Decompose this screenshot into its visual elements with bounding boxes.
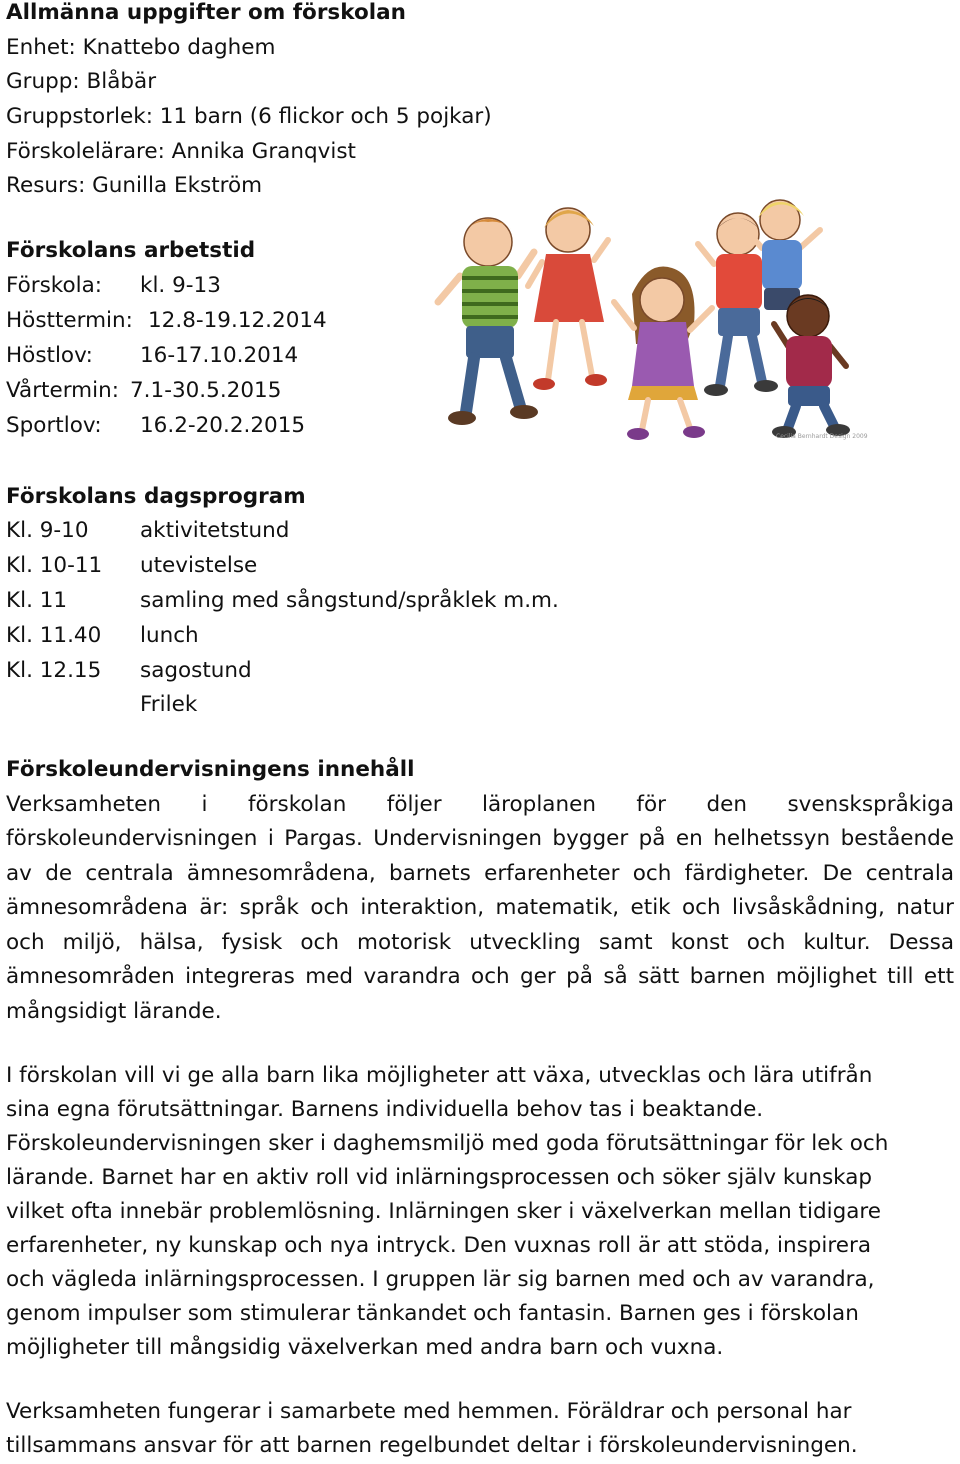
work-time-value: 16-17.10.2014 [140, 343, 299, 368]
illustration-credit: Cecilia Bernhardt Design 2009 [776, 433, 868, 440]
unit-line: Enhet: Knattebo daghem [6, 35, 276, 60]
child-figure [438, 218, 538, 425]
work-time-value: 7.1-30.5.2015 [130, 378, 282, 403]
day-program-heading: Förskolans dagsprogram [6, 484, 306, 509]
paragraph-line: genom impulser som stimulerar tänkandet och fantasin. Barnen ges i förskolan [6, 1301, 859, 1326]
work-time-row [6, 413, 306, 438]
schedule-activity: lunch [140, 623, 199, 648]
work-time-row [6, 308, 327, 333]
schedule-row [6, 518, 290, 543]
work-time-value: 12.8-19.12.2014 [148, 308, 327, 333]
schedule-row [6, 658, 252, 683]
schedule-activity: Frilek [140, 692, 198, 717]
schedule-row [6, 623, 199, 648]
schedule-time: Kl. 11.40 [6, 623, 102, 648]
children-jumping-illustration [436, 190, 868, 442]
schedule-row [6, 588, 559, 613]
schedule-activity: sagostund [140, 658, 252, 683]
paragraph-line: och miljö, hälsa, fysisk och motorisk utveckling samt konst och kultur. Dessa [6, 930, 954, 955]
paragraph-line: möjligheter till mångsidig växelverkan med andra barn och vuxna. [6, 1335, 724, 1360]
paragraph-line: I förskolan vill vi ge alla barn lika möjligheter att växa, utvecklas och lära utifrån [6, 1063, 873, 1088]
paragraph-line: lärande. Barnet har en aktiv roll vid inlärningsprocessen och söker själv kunskap [6, 1165, 873, 1190]
work-time-label: Förskola: [6, 273, 103, 298]
work-time-label: Höstlov: [6, 343, 93, 368]
paragraph-line: vilket ofta innebär problemlösning. Inlärningen sker i växelverkan mellan tidigare [6, 1199, 882, 1224]
work-time-heading: Förskolans arbetstid [6, 238, 256, 263]
work-time-value: kl. 9-13 [140, 273, 221, 298]
schedule-activity: aktivitetstund [140, 518, 290, 543]
work-time-label: Sportlov: [6, 413, 102, 438]
page-title: Allmänna uppgifter om förskolan [6, 0, 406, 25]
schedule-row [6, 553, 258, 578]
teacher-line: Förskolelärare: Annika Granqvist [6, 139, 356, 164]
work-time-label: Vårtermin: [6, 378, 119, 403]
schedule-time: Kl. 11 [6, 588, 68, 613]
child-figure [614, 266, 712, 440]
paragraph-line: Förskoleundervisningen sker i daghemsmiljö med goda förutsättningar för lek och [6, 1131, 889, 1156]
schedule-activity: utevistelse [140, 553, 258, 578]
child-figure [528, 208, 608, 390]
schedule-activity: samling med sångstund/språklek m.m. [140, 588, 559, 613]
group-line: Grupp: Blåbär [6, 69, 157, 94]
paragraph-line: av de centrala ämnesområdena, barnets erfarenheter och färdigheter. De centrala [6, 861, 954, 886]
work-time-label: Hösttermin: [6, 308, 133, 333]
content-heading: Förskoleundervisningens innehåll [6, 757, 415, 782]
paragraph-line: mångsidigt lärande. [6, 999, 222, 1024]
paragraph-line: sina egna förutsättningar. Barnens individuella behov tas i beaktande. [6, 1097, 764, 1122]
paragraph-line: Verksamheten fungerar i samarbete med hemmen. Föräldrar och personal har [6, 1399, 852, 1424]
group-size-line: Gruppstorlek: 11 barn (6 flickor och 5 pojkar) [6, 104, 492, 129]
work-time-row [6, 343, 299, 368]
work-time-row [6, 378, 282, 403]
child-figure [772, 295, 850, 438]
paragraph-line: erfarenheter, ny kunskap och nya intryck. Den vuxnas roll är att stöda, inspirera [6, 1233, 872, 1258]
paragraph-line: förskoleundervisningen i Pargas. Undervisningen bygger på en helhetssyn bestående [6, 826, 954, 851]
work-time-value: 16.2-20.2.2015 [140, 413, 306, 438]
schedule-time: Kl. 12.15 [6, 658, 102, 683]
paragraph-line: och vägleda inlärningsprocessen. I gruppen lär sig barnen med och av varandra, [6, 1267, 875, 1292]
paragraph-line: Verksamheten i förskolan följer läroplanen för den svenskspråkiga [6, 792, 954, 817]
resource-line: Resurs: Gunilla Ekström [6, 173, 263, 198]
schedule-time: Kl. 9-10 [6, 518, 89, 543]
work-time-row [6, 273, 221, 298]
paragraph-line: ämnesområdena är: språk och interaktion, matematik, etik och livsåskådning, natur [6, 895, 954, 920]
paragraph-line: tillsammans ansvar för att barnen regelbundet deltar i förskoleundervisningen. [6, 1433, 858, 1458]
paragraph-line: ämnesområden integreras med varandra och ger på så sätt barnen möjlighet till ett [6, 964, 954, 989]
schedule-time: Kl. 10-11 [6, 553, 103, 578]
